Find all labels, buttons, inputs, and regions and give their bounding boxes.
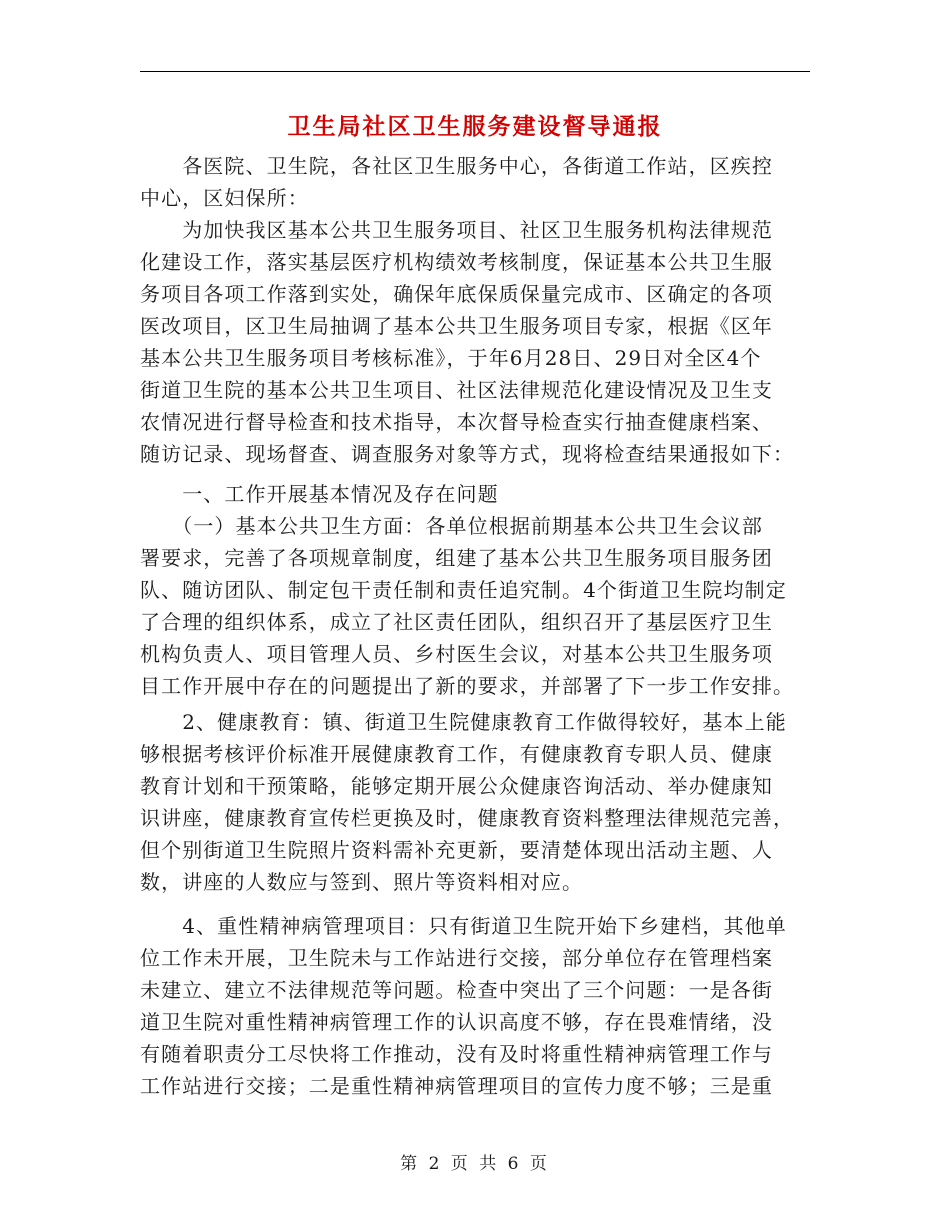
body-line: 农情况进行督导检查和技术指导，本次督导检查实行抽查健康档案、	[140, 410, 773, 434]
body-line: 街道卫生院的基本公共卫生项目、社区法律规范化建设情况及卫生支	[140, 378, 773, 402]
body-line: 医改项目，区卫生局抽调了基本公共卫生服务项目专家，根据《区年	[140, 314, 773, 338]
body-line: 2、健康教育：镇、街道卫生院健康教育工作做得较好，基本上能	[140, 710, 787, 734]
body-line: 目工作开展中存在的问题提出了新的要求，并部署了下一步工作安排。	[140, 674, 795, 698]
body-line: 化建设工作，落实基层医疗机构绩效考核制度，保证基本公共卫生服	[140, 250, 773, 274]
body-line: 够根据考核评价标准开展健康教育工作，有健康教育专职人员、健康	[140, 742, 773, 766]
body-line: 署要求，完善了各项规章制度，组建了基本公共卫生服务项目服务团	[140, 546, 773, 570]
body-line: 有随着职责分工尽快将工作推动，没有及时将重性精神病管理工作与	[140, 1042, 773, 1066]
body-line: 队、随访团队、制定包干责任制和责任追究制。4个街道卫生院均制定	[140, 578, 787, 602]
body-line: 4、重性精神病管理项目：只有街道卫生院开始下乡建档，其他单	[140, 914, 787, 938]
body-line: （一）基本公共卫生方面：各单位根据前期基本公共卫生会议部	[140, 514, 763, 538]
body-line: 基本公共卫生服务项目考核标准》，于年6月28日、29日对全区4个	[140, 346, 762, 370]
page-number: 第 2 页 共 6 页	[400, 1154, 550, 1174]
body-line: 务项目各项工作落到实处，确保年底保质保量完成市、区确定的各项	[140, 282, 773, 306]
body-line: 为加快我区基本公共卫生服务项目、社区卫生服务机构法律规范	[140, 218, 773, 242]
body-line: 中心，区妇保所：	[140, 186, 309, 210]
body-line: 道卫生院对重性精神病管理工作的认识高度不够，存在畏难情绪，没	[140, 1010, 773, 1034]
body-line: 但个别街道卫生院照片资料需补充更新，要清楚体现出活动主题、人	[140, 838, 773, 862]
section-heading: 一、工作开展基本情况及存在问题	[140, 482, 499, 506]
body-line: 数，讲座的人数应与签到、照片等资料相对应。	[140, 870, 584, 894]
body-line: 随访记录、现场督查、调查服务对象等方式，现将检查结果通报如下：	[140, 442, 795, 466]
body-line: 机构负责人、项目管理人员、乡村医生会议，对基本公共卫生服务项	[140, 642, 773, 666]
body-line: 了合理的组织体系，成立了社区责任团队，组织召开了基层医疗卫生	[140, 610, 773, 634]
body-line: 工作站进行交接；二是重性精神病管理项目的宣传力度不够；三是重	[140, 1074, 773, 1098]
body-line: 识讲座，健康教育宣传栏更换及时，健康教育资料整理法律规范完善，	[140, 806, 795, 830]
body-line: 教育计划和干预策略，能够定期开展公众健康咨询活动、举办健康知	[140, 774, 773, 798]
body-line: 各医院、卫生院，各社区卫生服务中心，各街道工作站，区疾控	[140, 154, 773, 178]
body-line: 未建立、建立不法律规范等问题。检查中突出了三个问题：一是各街	[140, 978, 773, 1002]
document-title: 卫生局社区卫生服务建设督导通报	[287, 113, 663, 140]
header-rule	[140, 71, 810, 72]
body-line: 位工作未开展，卫生院未与工作站进行交接，部分单位存在管理档案	[140, 946, 773, 970]
